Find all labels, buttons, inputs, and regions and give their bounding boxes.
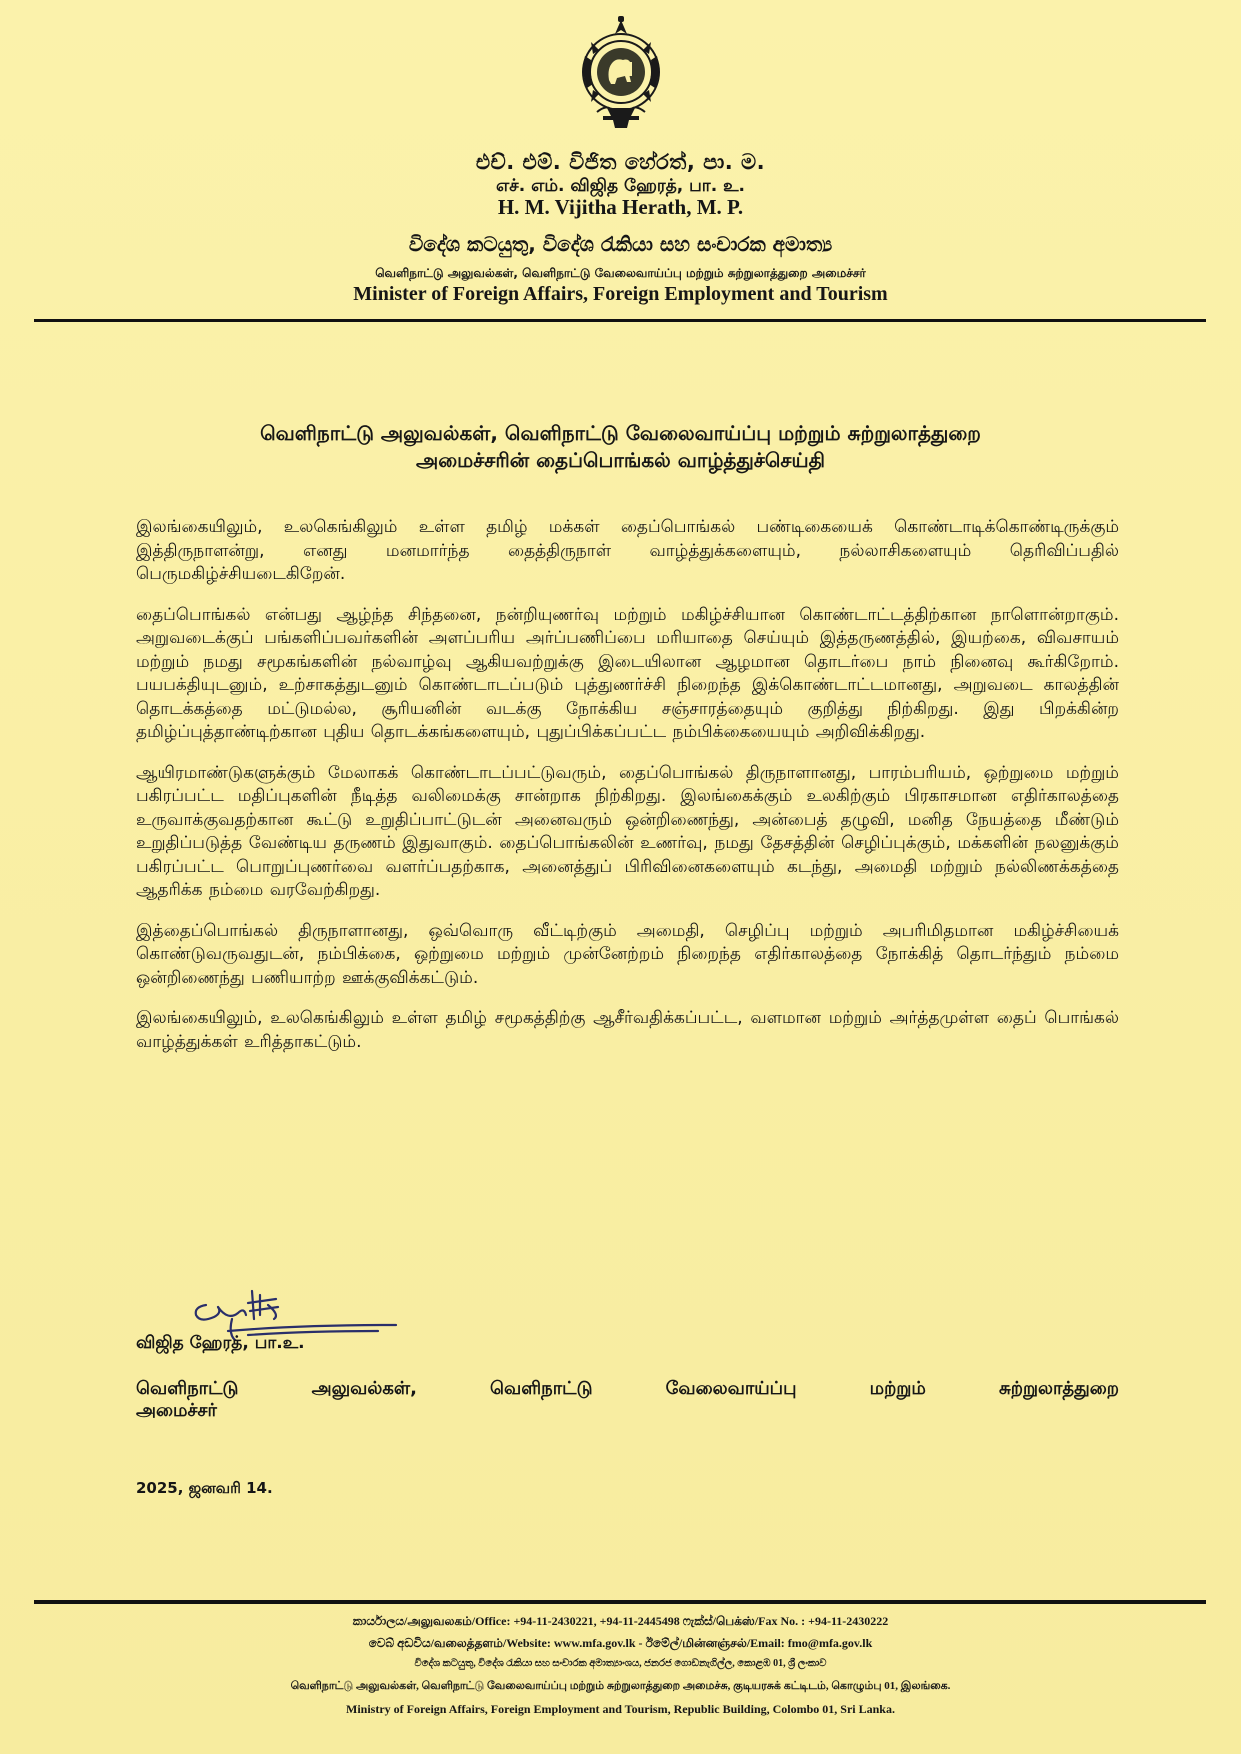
- message-body: [136, 516, 1119, 1071]
- body-paragraph: ஆயிரமாண்டுகளுக்கும் மேலாகக் கொண்டாடப்பட்டுவரும், தைப்பொங்கல் திருநாளானது, பாரம்பரியம், ஒற்றுமை மற்றும் பகிரப்பட்ட மதிப்புகளின் நீடித்த வலிமைக்கு சான்றாக நிற்கிறது. இலங்கைக்கும் உலகிற்கும் பிரகாசமான எதிர்காலத்தை உருவாக்குவதற்கான கூட்டு உறுதிப்பாட்டுடன் அனைவரும் ஒன்றிணைந்து, அன்பைத் தழுவி, மனித நேயத்தை மீண்டும் உறுதிப்படுத்த வேண்டிய தருணம் இதுவாகும். தைப்பொங்கலின் உணர்வு, நமது தேசத்தின் செழிப்புக்கும், மக்களின் நலனுக்கும் பகிரப்பட்ட பொறுப்புணர்வை வளர்ப்பதற்காக, அனைத்துப் பிரிவினைகளையும் கடந்து, அமைதி மற்றும் நல்லிணக்கத்தை ஆதரிக்க நம்மை வரவேற்கிறது.: [136, 762, 1119, 900]
- footer-divider: [34, 1600, 1206, 1604]
- signatory-title-line1: வெளிநாட்டு அலுவல்கள், வெளிநாட்டு வேலைவாய்ப்பு மற்றும் சுற்றுலாத்துறை: [136, 1378, 1119, 1399]
- message-heading-line1: வெளிநாட்டு அலுவல்கள், வெளிநாட்டு வேலைவாய்ப்பு மற்றும் சுற்றுலாத்துறை: [260, 421, 981, 445]
- message-heading-line2: அமைச்சரின் தைப்பொங்கல் வாழ்த்துச்செய்தி: [415, 448, 826, 472]
- body-paragraph: தைப்பொங்கல் என்பது ஆழ்ந்த சிந்தனை, நன்றியுணர்வு மற்றும் மகிழ்ச்சியான கொண்டாட்டத்திற்கான நாளொன்றாகும். அறுவடைக்குப் பங்களிப்பவர்களின் அளப்பரிய அர்ப்பணிப்பை மரியாதை செய்யும் இத்தருணத்தில், இயற்கை, விவசாயம் மற்றும் நமது சமூகங்களின் நல்வாழ்வு ஆகியவற்றுக்கு இடையிலான ஆழமான தொடர்பை நாம் நினைவு கூர்கிறோம். பயபக்தியுடனும், உற்சாகத்துடனும் கொண்டாடப்படும் புத்துணர்ச்சி நிறைந்த இக்கொண்டாட்டமானது, அறுவடை காலத்தின் தொடக்கத்தை மட்டுமல்ல, சூரியனின் வடக்கு நோக்கிய சஞ்சாரத்தையும் குறித்து நிற்கிறது. இது பிறக்கின்ற தமிழ்ப்புத்தாண்டிற்கான புதிய தொடக்கங்களையும், புதுப்பிக்கப்பட்ட நம்பிக்கையையும் அறிவிக்கிறது.: [136, 604, 1119, 742]
- minister-title-sinhala: විදේශ කටයුතු, විදේශ රැකියා සහ සංචාරක අමාත්‍ය: [408, 232, 833, 256]
- body-paragraph: இலங்கையிலும், உலகெங்கிலும் உள்ள தமிழ் சமூகத்திற்கு ஆசீர்வதிக்கப்பட்ட, வளமான மற்றும் அர்த்தமுள்ள தைப் பொங்கல் வாழ்த்துக்கள் உரித்தாகட்டும்.: [136, 1008, 1119, 1052]
- state-emblem-icon: [577, 16, 665, 128]
- signatory-title-line2: அமைச்சர்: [136, 1400, 217, 1421]
- minister-name-sinhala: එච්. එම්. විජිත හේරත්, පා. ම.: [475, 150, 766, 174]
- letterhead-divider: [34, 319, 1206, 322]
- body-paragraph: இலங்கையிலும், உலகெங்கிலும் உள்ள தமிழ் மக்கள் தைப்பொங்கல் பண்டிகையைக் கொண்டாடிக்கொண்டிருக்கும் இத்திருநாளன்று, எனது மனமார்ந்த தைத்திருநாள் வாழ்த்துக்களையும், நல்லாசிகளையும் தெரிவிப்பதில் பெருமகிழ்ச்சியடைகிறேன்.: [136, 517, 1120, 584]
- minister-title-english: Minister of Foreign Affairs, Foreign Employment and Tourism: [353, 283, 888, 305]
- letter-date: 2025, ஜனவரி 14.: [136, 1479, 273, 1497]
- minister-name-english: H. M. Vijitha Herath, M. P.: [497, 195, 744, 219]
- footer-address-sinhala: විදේශ කටයුතු, විදේශ රැකියා සහ සංචාරක අමාත්‍යාංශය, ජනරජ ගොඩනැගිල්ල, කොළඹ 01, ශ්‍රී ලංකාව: [414, 1658, 827, 1669]
- footer-address-tamil: வெளிநாட்டு அலுவல்கள், வெளிநாட்டு வேலைவாய்ப்பு மற்றும் சுற்றுலாத்துறை அமைச்சு, குடியரசுக் கட்டிடம், கொழும்பு 01, இலங்கை.: [290, 1680, 951, 1692]
- body-paragraph: இத்தைப்பொங்கல் திருநாளானது, ஒவ்வொரு வீட்டிற்கும் அமைதி, செழிப்பு மற்றும் அபரிமிதமான மகிழ்ச்சியைக் கொண்டுவருவதுடன், நம்பிக்கை, ஒற்றுமை மற்றும் முன்னேற்றம் நிறைந்த எதிர்காலத்தை நோக்கித் தொடர்ந்தும் நம்மை ஒன்றிணைந்து பணியாற்ற ஊக்குவிக்கட்டும்.: [136, 920, 1119, 988]
- footer-contact-phone: කාර්යාලය/அலுவலகம்/Office: +94-11-2430221, +94-11-2445498 ෆැක්ස්/பெக்ஸ்/Fax No. : +94-11-2430222: [352, 1614, 889, 1628]
- signatory-name: விஜித ஹேரத், பா.உ.: [136, 1333, 305, 1353]
- minister-name-tamil: எச். எம். விஜித ஹேரத், பா. உ.: [496, 176, 745, 196]
- minister-title-tamil: வெளிநாட்டு அலுவல்கள், வெளிநாட்டு வேலைவாய்ப்பு மற்றும் சுற்றுலாத்துறை அமைச்சர்: [375, 266, 866, 280]
- footer-address-english: Ministry of Foreign Affairs, Foreign Employment and Tourism, Republic Building, Colombo 01, Sri Lanka.: [346, 1702, 895, 1716]
- footer-contact-web: වෙබ් අඩවිය/வலைத்தளம்/Website: www.mfa.gov.lk - ඊමේල්/மின்னஞ்சல்/Email: fmo@mfa.gov.lk: [368, 1636, 873, 1650]
